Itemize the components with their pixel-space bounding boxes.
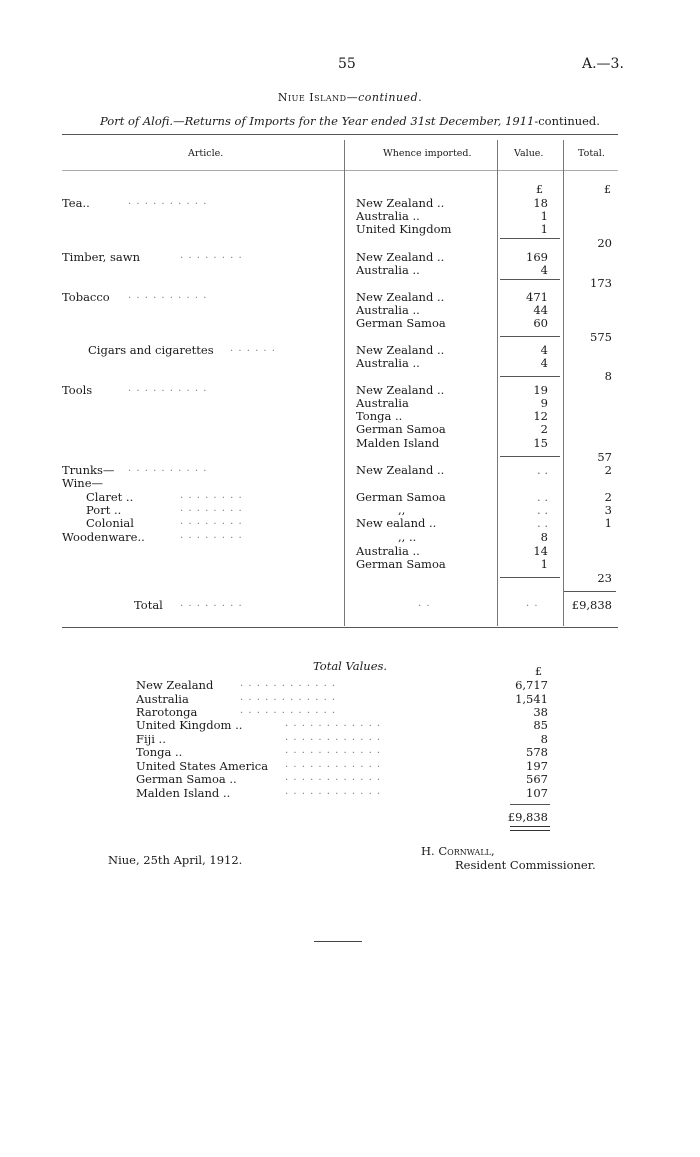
leader-dots: . . . . . . . . . . . . [285,772,382,783]
leader-dots: . . . . . . . . [180,598,243,609]
page-title [0,91,700,104]
total-unit: £ [604,183,611,196]
article-label: Tobacco [62,290,110,304]
subtotal-rule [500,577,560,578]
summary-name: German Samoa .. [136,772,237,786]
leader-dots: . . . . . . . . . . [128,383,208,394]
subtotal-rule [500,336,560,337]
source-name: New ealand .. [356,516,437,530]
leader-dots: . . [418,598,431,609]
summary-heading: Total Values. [313,659,388,673]
summary-value: 1,541 [515,692,548,706]
article-total: 57 [597,450,612,464]
leader-dots: . . . . . . . . [180,490,243,501]
value-unit: £ [536,183,543,196]
source-value: 44 [533,303,548,317]
leader-dots: . . . . . . . . [180,530,243,541]
article-total: 3 [604,503,612,517]
source-name: New Zealand .. [356,290,445,304]
article-total: 23 [597,571,612,585]
summary-name: Fiji .. [136,732,166,746]
col-divider-whence [497,140,498,626]
source-name: Australia .. [356,356,420,370]
page-subtitle [0,114,700,128]
grand-total-rule [564,591,616,592]
article-total: 2 [604,490,612,504]
summary-value: 197 [526,759,548,773]
summary-name: Rarotonga [136,705,198,719]
summary-value: 567 [526,772,548,786]
col-divider-article [344,140,345,626]
summary-value: 6,717 [515,678,548,692]
article-total: 20 [597,236,612,250]
source-value: 1 [540,209,548,223]
col-header-whence: Whence imported. [383,148,472,159]
article-label: Cigars and cigarettes [88,343,214,357]
leader-dots: . . . . . . . . . . . . [285,759,382,770]
source-name: Australia .. [356,209,420,223]
grand-total-label: Total [134,598,163,612]
source-value: 2 [540,422,548,436]
source-value: . . [537,503,548,517]
source-value: 471 [526,290,548,304]
leader-dots: . . . . . . . . . . . . [285,786,382,797]
subtotal-rule [500,279,560,280]
summary-name: New Zealand [136,678,214,692]
summary-unit: £ [535,665,542,678]
article-label: Colonial [86,516,134,530]
summary-rule [510,804,550,805]
summary-double-rule [510,826,550,831]
source-name: Tonga .. [356,409,403,423]
source-value: 60 [533,316,548,330]
leader-dots: . . [526,598,539,609]
source-name: Australia .. [356,544,420,558]
source-value: . . [537,490,548,504]
table-bottom-rule [62,627,618,628]
source-name: Australia .. [356,303,420,317]
article-total: 8 [604,369,612,383]
article-label: Trunks— [62,463,115,477]
source-value: 4 [540,343,548,357]
summary-name: Tonga .. [136,745,183,759]
col-header-value: Value. [514,148,544,159]
leader-dots: . . . . . . . . [180,250,243,261]
source-value: 1 [540,222,548,236]
subtotal-rule [500,456,560,457]
source-name: New Zealand .. [356,383,445,397]
source-name: New Zealand .. [356,343,445,357]
leader-dots: . . . . . . . . . . . . [285,745,382,756]
article-total: 2 [604,463,612,477]
leader-dots: . . . . . . . . . . [128,196,208,207]
leader-dots: . . . . . . [230,343,276,354]
source-name: German Samoa [356,316,446,330]
signer-name: H. Cornwall, [421,844,495,858]
source-name: New Zealand .. [356,250,445,264]
leader-dots: . . . . . . . . . . [128,463,208,474]
leader-dots: . . . . . . . . [180,516,243,527]
summary-name: Australia [136,692,189,706]
source-name: ,, [398,503,406,517]
article-total: 173 [590,276,612,290]
signer-role: Resident Commissioner. [455,858,596,872]
source-name: German Samoa [356,557,446,571]
grand-total-value: £9,838 [571,598,612,612]
document-code: A.—3. [582,56,624,72]
article-total: 1 [604,516,612,530]
source-name: German Samoa [356,422,446,436]
source-value: 18 [533,196,548,210]
summary-sum: £9,838 [507,810,548,824]
source-value: 4 [540,263,548,277]
article-label: Tea.. [62,196,90,210]
source-value: 14 [533,544,548,558]
end-rule [314,941,362,942]
header-rule [62,170,618,171]
summary-name: Malden Island .. [136,786,231,800]
article-label: Port .. [86,503,122,517]
leader-dots: . . . . . . . . . . . . [240,678,337,689]
source-value: 8 [540,530,548,544]
leader-dots: . . . . . . . . . . . . [285,718,382,729]
source-name: German Samoa [356,490,446,504]
col-header-total: Total. [578,148,605,159]
subtitle-italic: Port of Alofi.—Returns of Imports for the Year ended 31st December, 1911 [100,114,535,128]
article-label: Claret .. [86,490,134,504]
source-value: 9 [540,396,548,410]
source-value: 1 [540,557,548,571]
source-value: . . [537,516,548,530]
source-name: Malden Island [356,436,440,450]
source-value: 12 [533,409,548,423]
summary-name: United Kingdom .. [136,718,243,732]
summary-value: 38 [533,705,548,719]
source-name: New Zealand .. [356,196,445,210]
summary-value: 107 [526,786,548,800]
col-header-article: Article. [188,148,224,159]
article-label: Wine— [62,476,104,490]
subtitle-normal: -continued. [534,114,600,128]
article-label: Woodenware.. [62,530,145,544]
title-suffix: —continued. [346,91,423,104]
source-value: 15 [533,436,548,450]
source-name: New Zealand .. [356,463,445,477]
source-name: Australia [356,396,409,410]
page-number: 55 [338,56,356,72]
article-label: Tools [62,383,93,397]
subtotal-rule [500,238,560,239]
article-label: Timber, sawn [62,250,140,264]
summary-value: 8 [540,732,548,746]
source-value: . . [537,463,548,477]
source-value: 169 [526,250,548,264]
leader-dots: . . . . . . . . . . . . [285,732,382,743]
title-place: Niue Island [277,91,347,104]
leader-dots: . . . . . . . . [180,503,243,514]
table-top-rule [62,134,618,135]
leader-dots: . . . . . . . . . . . . [240,705,337,716]
subtotal-rule [500,376,560,377]
source-name: ,, .. [398,530,417,544]
source-value: 4 [540,356,548,370]
summary-value: 578 [526,745,548,759]
article-total: 575 [590,330,612,344]
source-value: 19 [533,383,548,397]
summary-value: 85 [533,718,548,732]
leader-dots: . . . . . . . . . . . . [240,692,337,703]
col-divider-value [563,140,564,626]
source-name: Australia .. [356,263,420,277]
source-name: United Kingdom [356,222,452,236]
leader-dots: . . . . . . . . . . [128,290,208,301]
place-date: Niue, 25th April, 1912. [108,853,243,867]
summary-name: United States America [136,759,269,773]
